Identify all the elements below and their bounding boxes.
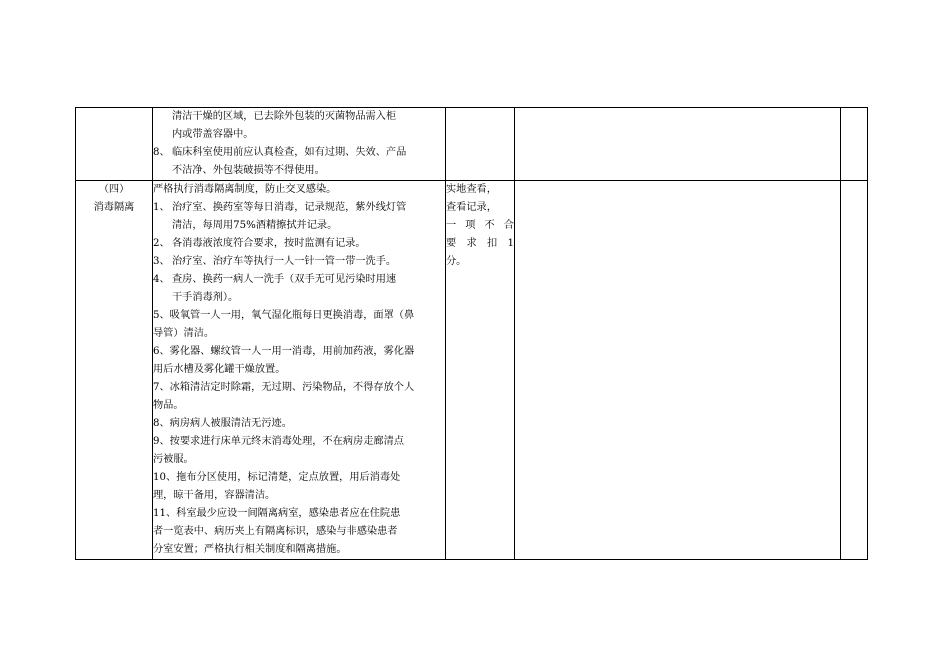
requirement-line: 治疗室、治疗车等执行一人一针一管一带一洗手。 bbox=[172, 256, 397, 267]
category-cell bbox=[76, 181, 153, 560]
requirement-line: 内或带盖容器中。 bbox=[172, 129, 254, 140]
requirement-line: 8、病房病人被服清洁无污迹。 bbox=[153, 418, 292, 429]
category-title: 消毒隔离 bbox=[93, 202, 135, 213]
requirement-item bbox=[153, 253, 445, 271]
method-cell bbox=[446, 181, 515, 560]
method-line: 查看记录， bbox=[446, 202, 497, 213]
remark-cell bbox=[841, 108, 868, 181]
method-line: 分。 bbox=[446, 256, 467, 267]
table-row bbox=[76, 181, 868, 560]
requirement-line: 查房、换药一病人一洗手（双手无可见污染时用速 bbox=[172, 274, 397, 285]
item-number: 2、 bbox=[153, 238, 170, 249]
requirement-line: 污被服。 bbox=[153, 454, 194, 465]
method-cell bbox=[446, 108, 515, 181]
requirement-line: 5、吸氧管一人一用，氧气湿化瓶每日更换消毒，面罩（鼻 bbox=[153, 310, 415, 321]
requirement-line: 者一览表中、病历夹上有隔离标识，感染与非感染患者 bbox=[153, 526, 398, 537]
standards-table bbox=[75, 107, 868, 560]
requirement-line: 用后水槽及雾化罐干燥放置。 bbox=[153, 364, 286, 375]
requirement-line: 各消毒液浓度符合要求，按时监测有记录。 bbox=[172, 238, 366, 249]
category-number: （四） bbox=[98, 184, 130, 195]
requirement-line: 7、冰箱清洁定时除霜，无过期、污染物品，不得存放个人 bbox=[153, 382, 415, 393]
requirement-line: 理，晾干备用，容器清洁。 bbox=[153, 490, 276, 501]
requirement-intro: 严格执行消毒隔离制度，防止交叉感染。 bbox=[153, 184, 337, 195]
item-number: 3、 bbox=[153, 256, 170, 267]
requirement-line: 治疗室、换药室等每日消毒，记录规范，紫外线灯管 bbox=[172, 202, 407, 213]
requirement-line: 不洁净、外包装破损等不得使用。 bbox=[172, 165, 325, 176]
method-line: 实地查看， bbox=[446, 184, 497, 195]
requirement-line: 清洁，每周用75%酒精擦拭并记录。 bbox=[172, 220, 338, 231]
requirements-cell bbox=[153, 108, 446, 181]
requirement-line: 9、按要求进行床单元终末消毒处理，不在病房走廊清点 bbox=[153, 436, 404, 447]
requirement-line: 临床科室使用前应认真检查，如有过期、失效、产品 bbox=[172, 147, 407, 158]
method-line: 一项不合 bbox=[446, 220, 514, 231]
requirement-item bbox=[153, 235, 445, 253]
requirement-line: 清洁干燥的区域，已去除外包装的灭菌物品需入柜 bbox=[172, 111, 397, 122]
requirement-line: 6、雾化器、螺纹管一人一用一消毒，用前加药液，雾化器 bbox=[153, 346, 415, 357]
item-number: 4、 bbox=[153, 274, 170, 285]
requirement-item bbox=[153, 199, 445, 217]
requirement-item bbox=[153, 144, 445, 162]
requirement-line: 10、拖布分区使用，标记清楚，定点放置，用后消毒处 bbox=[153, 472, 401, 483]
category-cell bbox=[76, 108, 153, 181]
remark-cell bbox=[841, 181, 868, 560]
score-cell bbox=[515, 108, 841, 181]
score-cell bbox=[515, 181, 841, 560]
method-line: 要求扣1 bbox=[446, 238, 514, 249]
item-number: 1、 bbox=[153, 202, 170, 213]
requirement-line: 物品。 bbox=[153, 400, 184, 411]
requirements-cell bbox=[153, 181, 446, 560]
requirement-line: 11、科室最少应设一间隔离病室，感染患者应在住院患 bbox=[153, 508, 401, 519]
item-number: 8、 bbox=[153, 147, 170, 158]
requirement-line: 导管）清洁。 bbox=[153, 328, 215, 339]
requirement-item bbox=[153, 271, 445, 289]
table-row bbox=[76, 108, 868, 181]
requirement-line: 分室安置；严格执行相关制度和隔离措施。 bbox=[153, 544, 347, 555]
requirement-line: 干手消毒剂）。 bbox=[172, 292, 239, 303]
